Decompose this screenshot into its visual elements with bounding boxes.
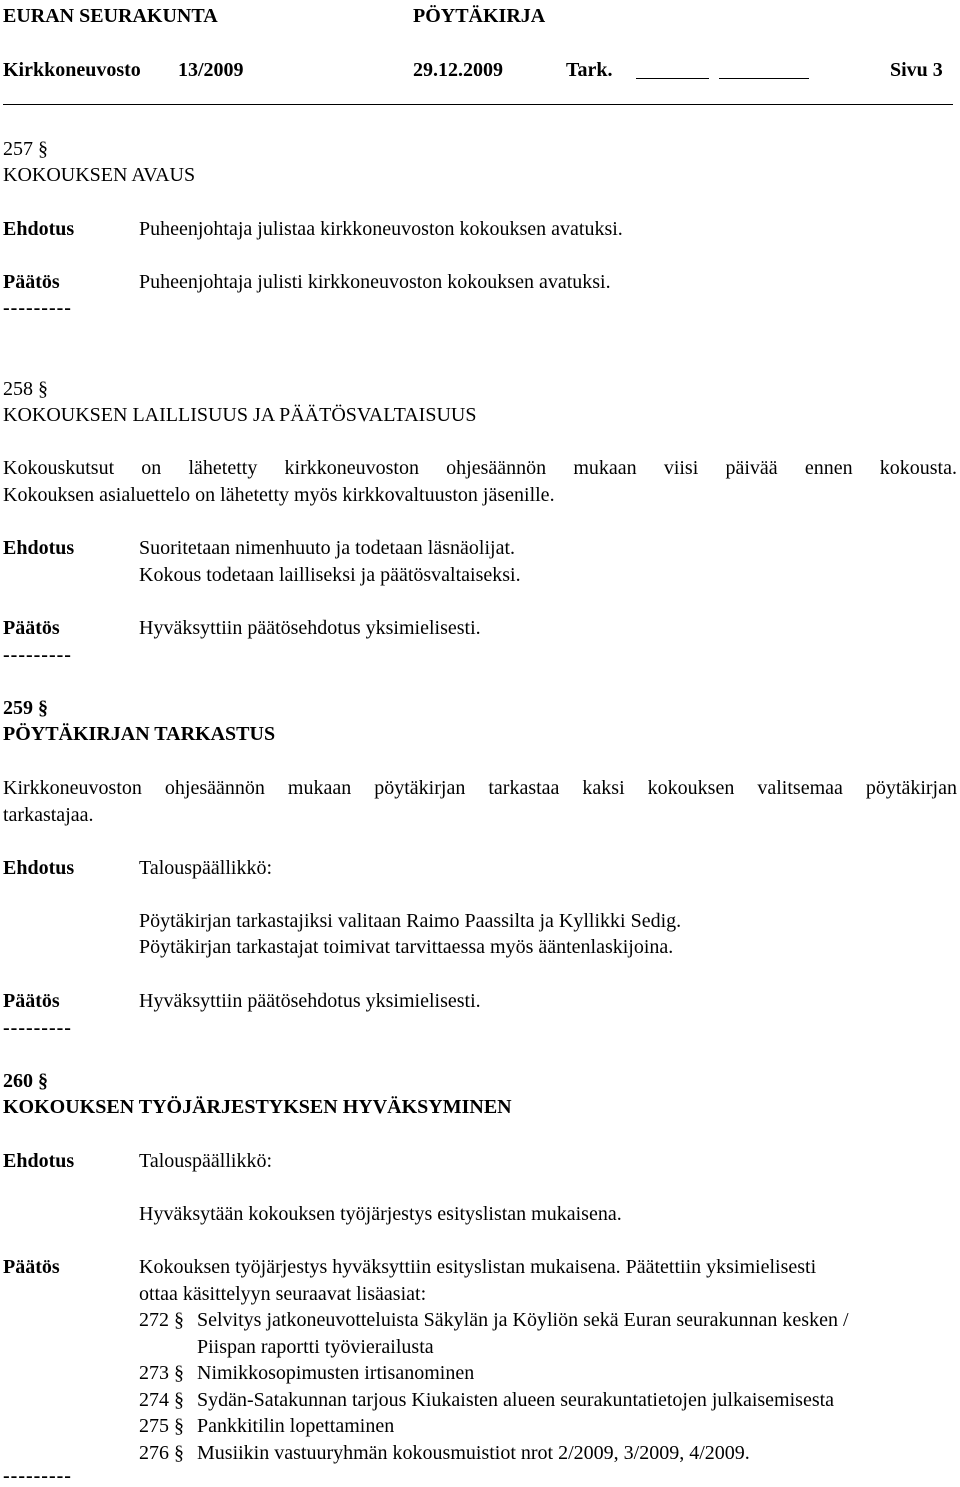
section-257-number: 257 § xyxy=(3,138,48,160)
section-258-ehdotus-line-2: Kokous todetaan lailliseksi ja päätösvaltaiseksi. xyxy=(139,564,521,586)
tark-label: Tark. xyxy=(566,59,613,81)
section-258-paatos: Hyväksyttiin päätösehdotus yksimielisesti. xyxy=(139,617,481,639)
section-257-paatos: Puheenjohtaja julisti kirkkoneuvoston kokouksen avatuksi. xyxy=(139,271,611,293)
section-258-number: 258 § xyxy=(3,378,48,400)
list-item-text: Musiikin vastuuryhmän kokousmuistiot nrot 2/2009, 3/2009, 4/2009. xyxy=(197,1442,750,1464)
section-257-ehdotus: Puheenjohtaja julistaa kirkkoneuvoston kokouksen avatuksi. xyxy=(139,218,623,240)
document-type: PÖYTÄKIRJA xyxy=(413,5,546,27)
section-260-number: 260 § xyxy=(3,1070,48,1092)
meeting-body: Kirkkoneuvosto xyxy=(3,59,141,81)
section-258-intro-line-2: Kokouksen asialuettelo on lähetetty myös kirkkovaltuuston jäsenille. xyxy=(3,484,555,506)
list-item-text: Selvitys jatkoneuvotteluista Säkylän ja Köyliön sekä Euran seurakunnan kesken / xyxy=(197,1309,849,1331)
section-260-ehdotus-by: Talouspäällikkö: xyxy=(139,1150,273,1172)
list-item xyxy=(139,1416,394,1436)
section-258-separator: --------- xyxy=(3,644,72,666)
section-259-paatos-label: Päätös xyxy=(3,990,60,1012)
list-item xyxy=(139,1443,750,1463)
list-item xyxy=(139,1363,474,1383)
meeting-number: 13/2009 xyxy=(178,59,244,81)
section-259-title: PÖYTÄKIRJAN TARKASTUS xyxy=(3,723,276,745)
section-259-paatos: Hyväksyttiin päätösehdotus yksimielisesti. xyxy=(139,990,481,1012)
org-name: EURAN SEURAKUNTA xyxy=(3,5,218,27)
section-260-separator: --------- xyxy=(3,1465,72,1487)
section-260-paatos-label: Päätös xyxy=(3,1256,60,1278)
section-259-separator: --------- xyxy=(3,1017,72,1039)
section-257-paatos-label: Päätös xyxy=(3,271,60,293)
tark-signature-line-2 xyxy=(719,78,809,79)
section-258-intro-line-1: Kokouskutsut on lähetetty kirkkoneuvoston ohjesäännön mukaan viisi päivää ennen kokousta. xyxy=(3,457,957,479)
meeting-date: 29.12.2009 xyxy=(413,59,503,81)
section-260-ehdotus-line-1: Hyväksytään kokouksen työjärjestys esityslistan mukaisena. xyxy=(139,1203,622,1225)
section-258-paatos-label: Päätös xyxy=(3,617,60,639)
list-item-continuation: Piispan raportti työvierailusta xyxy=(197,1336,434,1358)
section-259-ehdotus-line-1: Pöytäkirjan tarkastajiksi valitaan Raimo Paassilta ja Kyllikki Sedig. xyxy=(139,910,682,932)
section-258-ehdotus-label: Ehdotus xyxy=(3,537,75,559)
list-item xyxy=(139,1310,849,1330)
section-257-separator: --------- xyxy=(3,297,72,319)
header-rule xyxy=(3,104,953,105)
section-258-title: KOKOUKSEN LAILLISUUS JA PÄÄTÖSVALTAISUUS xyxy=(3,404,477,426)
list-item-text: Sydän-Satakunnan tarjous Kiukaisten alueen seurakuntatietojen julkaisemisesta xyxy=(197,1389,835,1411)
list-item-text: Nimikkosopimusten irtisanominen xyxy=(197,1362,475,1384)
section-257-ehdotus-label: Ehdotus xyxy=(3,218,75,240)
section-259-number: 259 § xyxy=(3,697,48,719)
section-260-paatos-line-1: Kokouksen työjärjestys hyväksyttiin esityslistan mukaisena. Päätettiin yksimielisesti xyxy=(139,1256,817,1278)
section-260-title: KOKOUKSEN TYÖJÄRJESTYKSEN HYVÄKSYMINEN xyxy=(3,1096,512,1118)
page-number: Sivu 3 xyxy=(890,59,943,81)
section-259-intro-line-1: Kirkkoneuvoston ohjesäännön mukaan pöytäkirjan tarkastaa kaksi kokouksen valitsemaa pöytäkirjan xyxy=(3,777,957,799)
list-item xyxy=(139,1390,834,1410)
list-item-number: 272 § xyxy=(139,1309,184,1331)
section-257-title: KOKOUKSEN AVAUS xyxy=(3,164,196,186)
section-260-paatos-line-2: ottaa käsittelyyn seuraavat lisäasiat: xyxy=(139,1283,427,1305)
list-item-text: Pankkitilin lopettaminen xyxy=(197,1415,395,1437)
list-item-number: 275 § xyxy=(139,1415,184,1437)
tark-signature-line-1 xyxy=(636,78,709,79)
section-259-ehdotus-by: Talouspäällikkö: xyxy=(139,857,273,879)
list-item-number: 273 § xyxy=(139,1362,184,1384)
section-259-ehdotus-line-2: Pöytäkirjan tarkastajat toimivat tarvittaessa myös ääntenlaskijoina. xyxy=(139,936,674,958)
section-258-ehdotus-line-1: Suoritetaan nimenhuuto ja todetaan läsnäolijat. xyxy=(139,537,516,559)
section-259-ehdotus-label: Ehdotus xyxy=(3,857,75,879)
section-260-ehdotus-label: Ehdotus xyxy=(3,1150,75,1172)
list-item-number: 274 § xyxy=(139,1389,184,1411)
list-item-number: 276 § xyxy=(139,1442,184,1464)
section-259-intro-line-2: tarkastajaa. xyxy=(3,804,94,826)
